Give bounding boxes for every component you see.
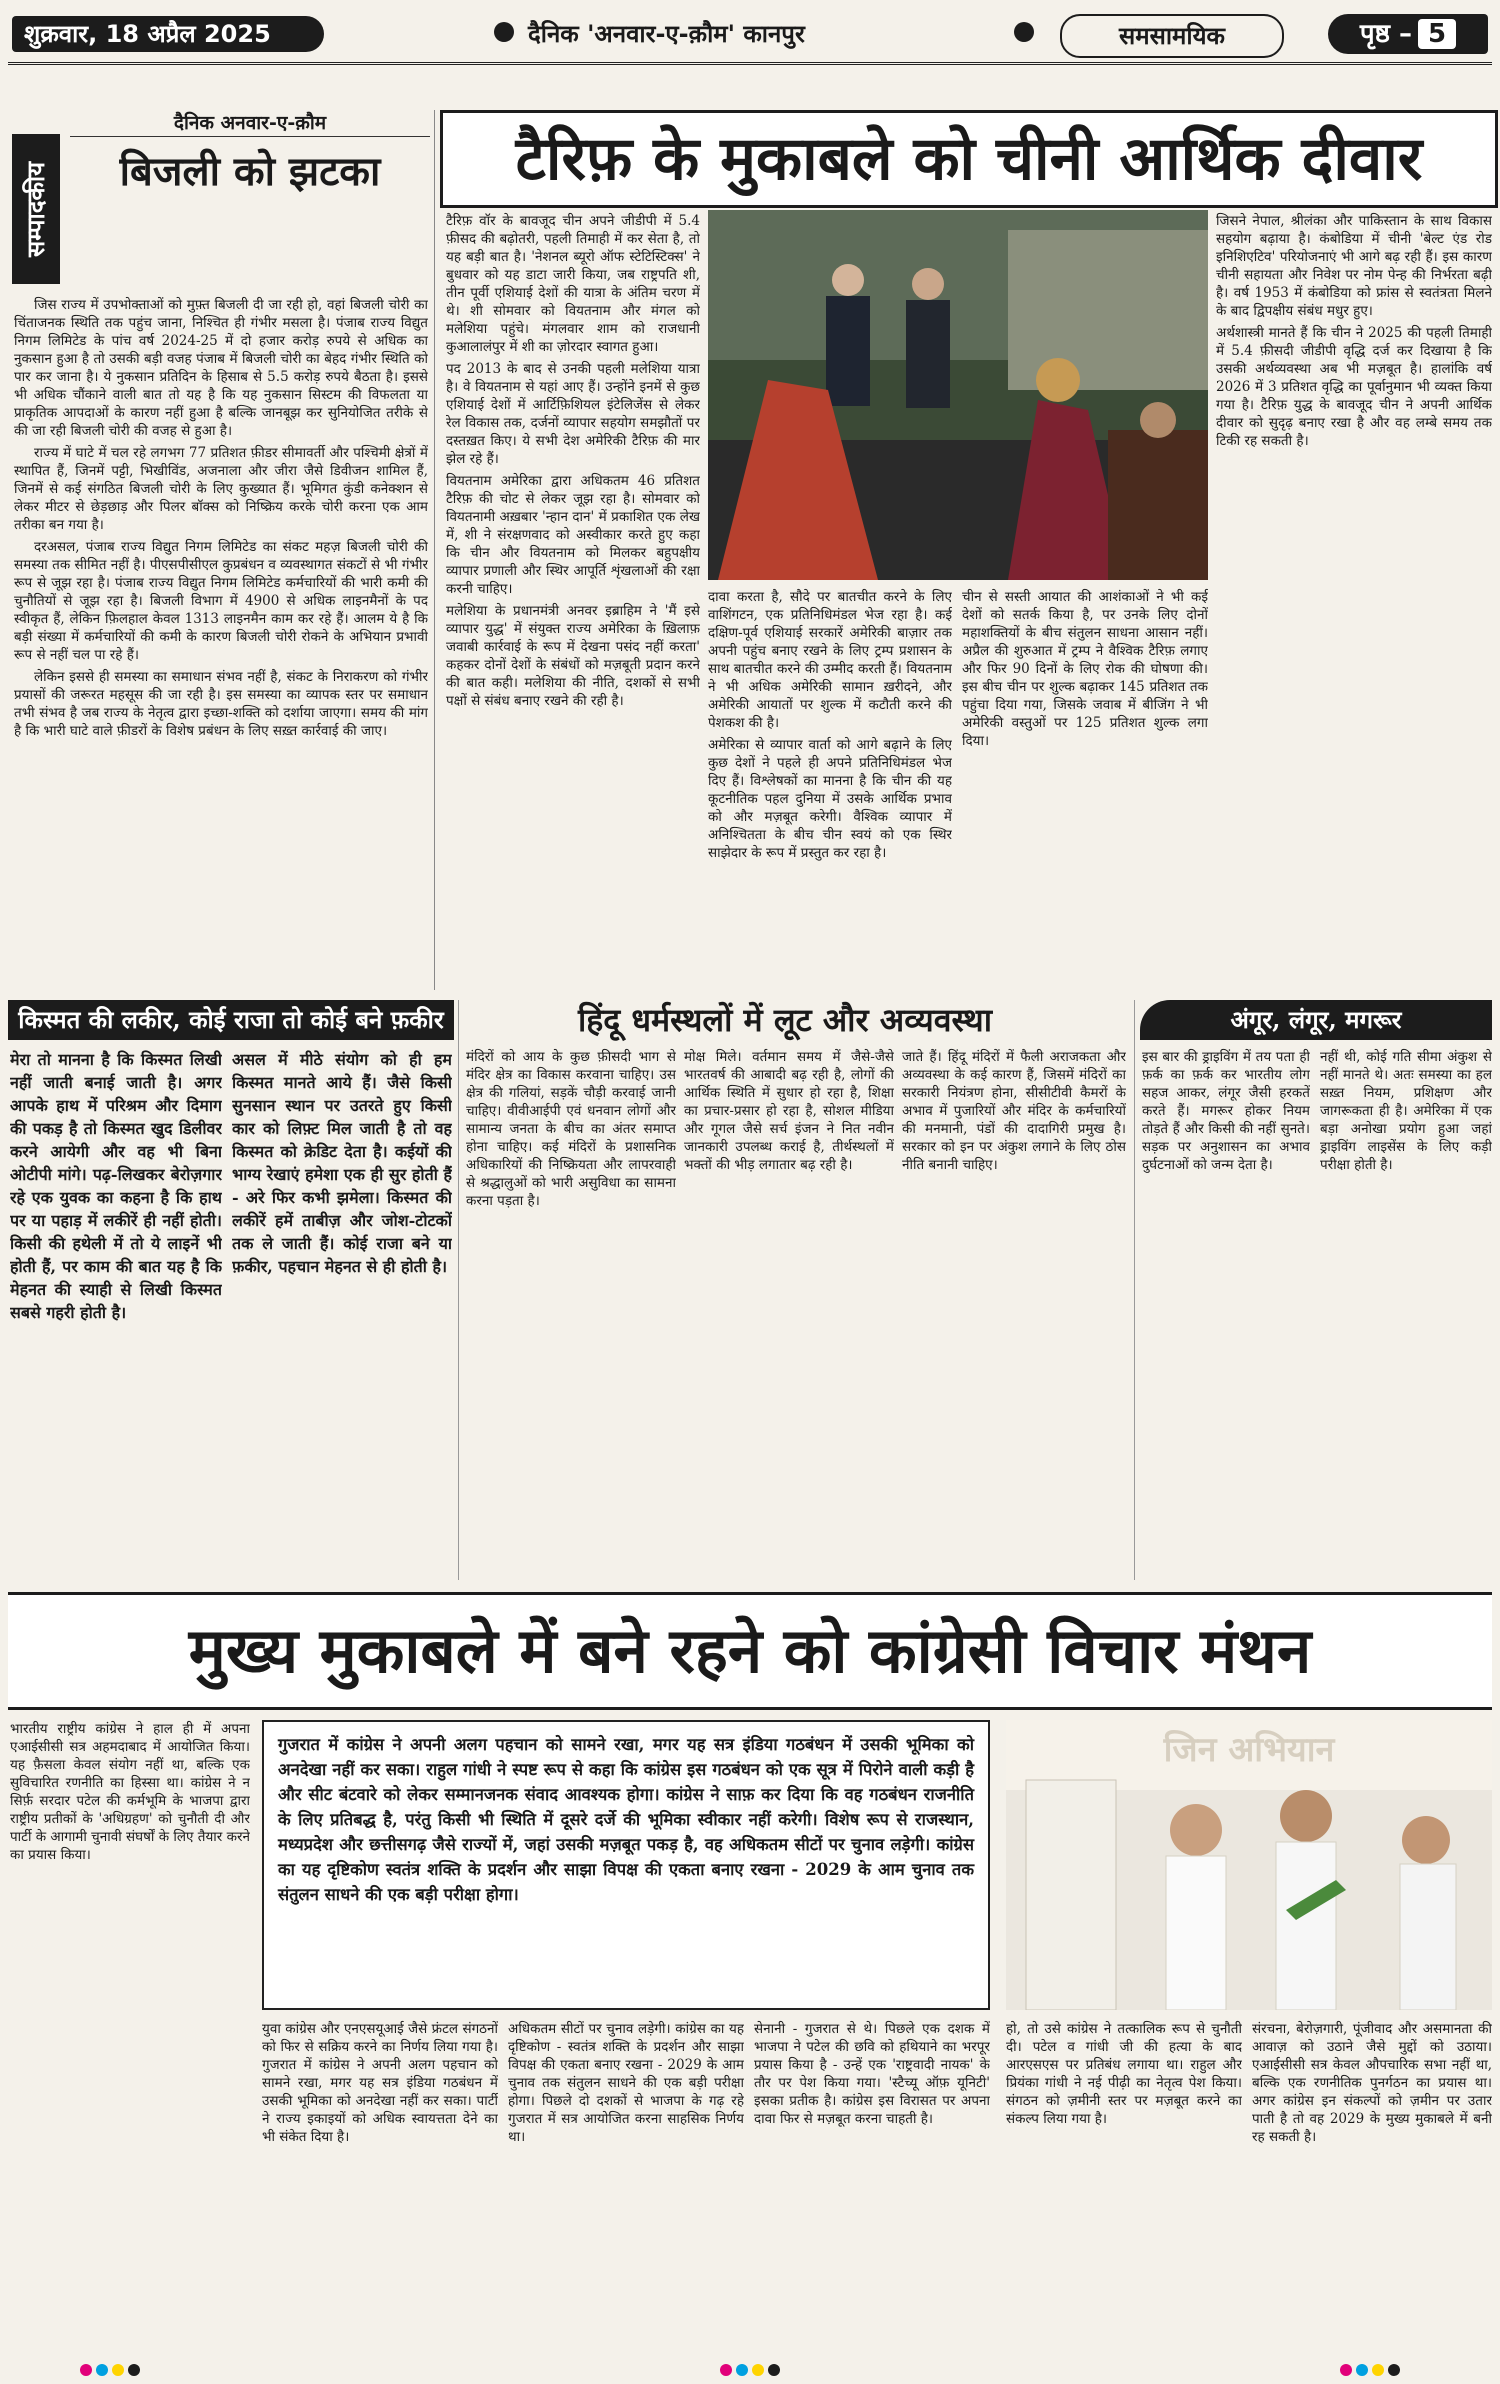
- registration-dot: [1372, 2364, 1384, 2376]
- registration-dot: [96, 2364, 108, 2376]
- lead-column-1: [446, 212, 700, 990]
- lead-column-4: [1216, 212, 1492, 990]
- editorial-body: [14, 296, 428, 986]
- lead-paragraph: चीन से सस्ती आयात की आशंकाओं ने भी कई देशों को सतर्क किया है, पर उनके लिए दोनों महाशक्तियों के बीच संतुलन साधना आसान नहीं। अप्रैल की शुरुआत में ट्रम्प ने वैश्विक टैरिफ़ लगाए और फिर 90 दिनों के लिए रोक की घोषणा की। इस बीच चीन पर शुल्क बढ़ाकर 145 प्रतिशत तक पहुंचा दिया गया, जिसके जवाब में बीजिंग ने भी अमेरिकी वस्तुओं पर 125 प्रतिशत शुल्क लगा दिया।: [962, 589, 1208, 749]
- hindu-column-1: [466, 1048, 676, 1578]
- lead-paragraph: पद 2013 के बाद से उनकी पहली मलेशिया यात्रा है। वे वियतनाम से यहां आए हैं। उन्होंने इनमें से कुछ एशियाई देशों में आर्टिफ़िशियल इंटेलिजेंस से लेकर रेल विकास तक, दर्जनों व्यापार सहयोग समझौतों पर दस्तख़त किए। ये सभी देश अमेरिकी टैरिफ़ की मार झेल रहे हैं।: [446, 361, 700, 467]
- congress-paragraph: सेनानी - गुजरात से थे। पिछले एक दशक में भाजपा ने पटेल की छवि को हथियाने का भरपूर प्रयास किया है - उन्हें एक 'राष्ट्रवादी नायक' के तौर पर पेश किया गया। 'स्टैच्यू ऑफ़ यूनिटी' इसका प्रतीक है। कांग्रेस इस विरासत पर अपना दावा फिर से मज़बूत करना चाहती है।: [754, 2021, 990, 2127]
- congress-paragraph: अधिकतम सीटों पर चुनाव लड़ेगी। कांग्रेस का यह दृष्टिकोण - स्वतंत्र शक्ति के प्रदर्शन और साझा विपक्ष की एकता बनाए रखना - 2029 के आम चुनाव तक संतुलन साधने की एक बड़ी परीक्षा होगा। पिछले दो दशकों से भाजपा के गढ़ रहे गुजरात में सत्र आयोजित करना साहसिक निर्णय था।: [508, 2021, 744, 2145]
- lead-photo: [708, 210, 1208, 580]
- kismat-paragraph: मेरा तो मानना है कि किस्मत लिखी नहीं जाती बनाई जाती है। अगर आपके हाथ में परिश्रम और दिमाग की पकड़ है तो किस्मत खुद डिलीवर करने आयेगी और वह भी बिना ओटीपी मांगे। पढ़-लिखकर बेरोज़गार रहे एक युवक का कहना है कि हाथ पर या पहाड़ में लकीरें ही नहीं होती। किसी की हथेली में तो ये लाइनें भी होती हैं, पर काम की बात यह है कि मेहनत की स्याही से लिखी किस्मत सबसे गहरी होती है।: [10, 1050, 222, 1322]
- lead-paragraph: टैरिफ़ वॉर के बावजूद चीन अपने जीडीपी में 5.4 फ़ीसद की बढ़ोतरी, पहली तिमाही में कर सेता है, तो यह बड़ी बात है। 'नेशनल ब्यूरो ऑफ स्टेटिस्टिक्स' ने बुधवार को यह डाटा जारी किया, जब राष्ट्रपति शी, तीन पूर्वी एशियाई देशों की यात्रा के अंतिम चरण में थे। शी सोमवार को वियतनाम और मंगल को मलेशिया पहुंचे। मंगलवार शाम को राजधानी कुआलालंपुर में शी का ज़ोरदार स्वागत हुआ।: [446, 213, 700, 355]
- photo-banner-text: जिन अभियान: [1163, 1730, 1335, 1770]
- congress-paragraph: युवा कांग्रेस और एनएसयूआई जैसे फ्रंटल संगठनों को फिर से सक्रिय करने का निर्णय लिया गया है। गुजरात में कांग्रेस ने अपनी अलग पहचान को सामने रखा, मगर यह सत्र इंडिया गठबंधन में उसकी भूमिका को अनदेखा नहीं कर सका। पार्टी ने राज्य इकाइयों को अधिक स्वायत्तता देने का भी संकेत दिया है।: [262, 2021, 498, 2145]
- issue-date: शुक्रवार, 18 अप्रैल 2025: [12, 16, 324, 52]
- bullet-icon: [1014, 22, 1034, 42]
- congress-highlight-box: गुजरात में कांग्रेस ने अपनी अलग पहचान को सामने रखा, मगर यह सत्र इंडिया गठबंधन में उसकी भूमिका को अनदेखा नहीं कर सका। राहुल गांधी ने स्पष्ट रूप से कहा कि कांग्रेस इस गठबंधन को एक सूत्र में पिरोने वाली कड़ी है और सीट बंटवारे को लेकर सम्मानजनक संवाद आवश्यक होगा। कांग्रेस ने साफ़ कर दिया कि वह गठबंधन राजनीति के लिए प्रतिबद्ध है, परंतु किसी भी स्थिति में दूसरे दर्जे की भूमिका स्वीकार नहीं करेगी। विशेष रूप से राजस्थान, मध्यप्रदेश और छत्तीसगढ़ जैसे राज्यों में, जहां उसकी मज़बूत पकड़ है, वह अधिकतम सीटों पर चुनाव लड़ेगी। कांग्रेस का यह दृष्टिकोण स्वतंत्र शक्ति के प्रदर्शन और साझा विपक्ष की एकता बनाए रखना - 2029 के आम चुनाव तक संतुलन साधने की एक बड़ी परीक्षा होगा।: [262, 1720, 990, 2010]
- registration-dot: [720, 2364, 732, 2376]
- bullet-icon: [494, 22, 514, 42]
- column-divider: [458, 1000, 459, 1580]
- paper-name: दैनिक 'अनवार-ए-क़ौम' कानपुर: [528, 20, 805, 48]
- kismat-paragraph: असल में मीठे संयोग को ही हम किस्मत मानते आये हैं। जैसे किसी सुनसान स्थान पर उतरते हुए किसी कार को लिफ़्ट मिल जाती है तो वह किस्मत को क्रेडिट देता है। कईयों की भाग्य रेखाएं हमेशा एक ही सुर होती हैं - अरे फिर कभी झमेला। किस्मत की लकीरें हमें ताबीज़ और जोश-टोटकों तक ले जाती हैं। कोई राजा बने या फ़कीर, पहचान मेहनत से ही होती है।: [232, 1050, 452, 1276]
- editorial-tab: सम्पादकीय: [12, 134, 60, 284]
- congress-photo: [1006, 1720, 1492, 2010]
- congress-column-5: [1006, 2020, 1242, 2356]
- lead-paragraph: अर्थशास्त्री मानते हैं कि चीन ने 2025 की पहली तिमाही में 5.4 फ़ीसदी जीडीपी वृद्धि दर्ज कर दिखाया है कि उसकी अर्थव्यवस्था अब भी मज़बूत है। हालांकि वर्ष 2026 में 3 प्रतिशत वृद्धि का पूर्वानुमान भी व्यक्त किया गया है। टैरिफ़ युद्ध के बावजूद चीन ने अपनी आर्थिक दीवार को सुदृढ़ बनाए रखा है और वह लम्बे समय तक टिकी रह सकती है।: [1216, 325, 1492, 449]
- registration-dot: [1388, 2364, 1400, 2376]
- hindu-column-2: [684, 1048, 894, 1578]
- congress-column-2: [262, 2020, 498, 2356]
- congress-paragraph: भारतीय राष्ट्रीय कांग्रेस ने हाल ही में अपना एआईसीसी सत्र अहमदाबाद में आयोजित किया। यह फ़ैसला केवल संयोग नहीं था, बल्कि एक सुविचारित रणनीति का हिस्सा था। कांग्रेस ने न सिर्फ़ सरदार पटेल की कर्मभूमि के भाजपा द्वारा राष्ट्रीय प्रतीकों के 'अधिग्रहण' को चुनौती दी और पार्टी के आगामी चुनावी संघर्षों के लिए तैयार करने का प्रयास किया।: [10, 1721, 250, 1863]
- congress-paragraph: संरचना, बेरोज़गारी, पूंजीवाद और असमानता की आवाज़ को उठाने जैसे मुद्दों को उठाया। एआईसीसी सत्र केवल औपचारिक सभा नहीं था, बल्कि एक रणनीतिक पुनर्गठन का प्रयास था। अगर कांग्रेस इन संकल्पों को ज़मीन पर उतार पाती है तो वह 2029 के मुख्य मुकाबले में बनी रह सकती है।: [1252, 2021, 1492, 2145]
- kismat-headline: किस्मत की लकीर, कोई राजा तो कोई बने फ़कीर: [8, 1000, 454, 1040]
- editorial-paragraph: लेकिन इससे ही समस्या का समाधान संभव नहीं है, संकट के निराकरण को गंभीर प्रयासों की जरूरत महसूस की जा रही है। इस समस्या का व्यापक स्तर पर समाधान तभी संभव है जब राज्य के नेतृत्व द्वारा इच्छा-शक्ति को दर्शाया जाएगा। समय की मांग है कि भारी घाटे वाले फ़ीडरों के विशेष प्रबंधन के लिए सख़्त कार्रवाई की जाए।: [14, 669, 428, 739]
- page-label: पृष्ठ –: [1359, 19, 1413, 49]
- registration-dot: [768, 2364, 780, 2376]
- registration-dot: [80, 2364, 92, 2376]
- editorial-title: बिजली को झटका: [119, 148, 381, 195]
- lead-paragraph: वियतनाम अमेरिका द्वारा अधिकतम 46 प्रतिशत टैरिफ़ की चोट से लेकर जूझ रहा है। सोमवार को वियतनामी अख़बार 'न्हान दान' में प्रकाशित एक लेख में, शी ने संरक्षणवाद को अस्वीकार करते हुए कहा कि चीन और वियतनाम को मिलकर बहुपक्षीय व्यापार प्रणाली और स्थिर आपूर्ति शृंखलाओं की रक्षा करनी चाहिए।: [446, 473, 700, 597]
- section-name: समसामयिक: [1060, 14, 1284, 58]
- editorial-paragraph: राज्य में घाटे में चल रहे लगभग 77 प्रतिशत फ़ीडर सीमावर्ती और पश्चिमी क्षेत्रों में स्थापित हैं, जिनमें पट्टी, भिखीविंड, अजनाला और जीरा जैसे डिवीजन शामिल हैं, जिनमें से कई संगठित बिजली चोरी के लिए कुख्यात हैं। भूमिगत कुंडी कनेक्शन से लेकर मीटर से छेड़छाड़ और पिलर बॉक्स को निष्क्रिय करके चोरी करना एक आम तरीका बन गया है।: [14, 445, 428, 533]
- congress-headline: मुख्य मुकाबले में बने रहने को कांग्रेसी विचार मंथन: [8, 1592, 1492, 1710]
- lead-photo-illustration: [708, 210, 1208, 580]
- editorial-masthead: दैनिक अनवार-ए-क़ौम: [70, 110, 430, 137]
- lead-headline: टैरिफ़ के मुकाबले को चीनी आर्थिक दीवार: [440, 110, 1498, 208]
- registration-marks: [80, 2364, 140, 2376]
- congress-column-3: [508, 2020, 744, 2356]
- lead-paragraph: अमेरिका से व्यापार वार्ता को आगे बढ़ाने के लिए कुछ देशों ने पहले ही अपने प्रतिनिधिमंडल भेज दिए हैं। विश्लेषकों का मानना है कि चीन की यह कूटनीतिक पहल दुनिया में उसके आर्थिक प्रभाव को और मज़बूत करेगी। वैश्विक व्यापार में अनिश्चितता के बीच चीन स्वयं को एक स्थिर साझेदार के रूप में प्रस्तुत कर रहा है।: [708, 737, 952, 861]
- angur-paragraph: नहीं थी, कोई गति सीमा अंकुश से नहीं मानते थे। अतः समस्या का हल सख़्त नियम, प्रशिक्षण और जागरूकता ही है। अमेरिका में एक बड़ा अनोखा प्रयोग हुआ जहां ड्राइविंग लाइसेंस के लिए कड़ी परीक्षा होती है।: [1320, 1049, 1492, 1173]
- congress-column-4: [754, 2020, 990, 2356]
- registration-dot: [752, 2364, 764, 2376]
- lead-paragraph: जिसने नेपाल, श्रीलंका और पाकिस्तान के साथ विकास सहयोग बढ़ाया है। कंबोडिया में चीनी 'बेल्ट एंड रोड इनिशिएटिव' परियोजनाएं भी आगे बढ़ रही हैं। इस कारण चीनी सहायता और निवेश पर नोम पेन्ह की निर्भरता बढ़ी है। वर्ष 1953 में कंबोडिया को फ्रांस से स्वतंत्रता मिलने के बाद द्विपक्षीय संबंध मधुर हुए।: [1216, 213, 1492, 319]
- congress-paragraph: हो, तो उसे कांग्रेस ने तत्कालिक रूप से चुनौती दी। पटेल व गांधी जी की हत्या के बाद आरएसएस पर प्रतिबंध लगाया था। राहुल और प्रियंका गांधी ने नई पीढ़ी का नेतृत्व पेश किया। संगठन को ज़मीनी स्तर पर मज़बूत करने का संकल्प लिया गया है।: [1006, 2021, 1242, 2127]
- column-divider: [1134, 1000, 1135, 1580]
- angur-headline: अंगूर, लंगूर, मगरूर: [1140, 1000, 1492, 1040]
- hindu-paragraph: जाते हैं। हिंदू मंदिरों में फैली अराजकता और अव्यवस्था के कई कारण हैं, जिसमें मंदिरों का सरकारी नियंत्रण होना, सीसीटीवी कैमरों के अभाव में पुजारियों और मंदिर के कर्मचारियों की मनमानी, पंडों की दादागिरी प्रमुख है। सरकार को इन पर अंकुश लगाने के लिए ठोस नीति बनानी चाहिए।: [902, 1049, 1126, 1173]
- lead-column-2: [708, 588, 952, 990]
- registration-dot: [1356, 2364, 1368, 2376]
- angur-column-2: [1320, 1048, 1492, 1578]
- editorial-paragraph: जिस राज्य में उपभोक्ताओं को मुफ़्त बिजली दी जा रही हो, वहां बिजली चोरी का चिंताजनक स्थिति तक पहुंच जाना, निश्चित ही गंभीर मसला है। पंजाब राज्य विद्युत निगम लिमिटेड के पांच वर्ष 2024-25 में दो हजार करोड़ रुपये से अधिक का नुकसान हुआ है तो उसकी बड़ी वजह पंजाब में बिजली चोरी का बेहद गंभीर स्थिति को पार कर जाना है। ये नुकसान प्रतिदिन के हिसाब से 5.5 करोड़ रुपये बैठता है। इससे भी अधिक चौंकाने वाली बात तो यह है कि यह नुकसान सिस्टम की विफलता या प्राकृतिक आपदाओं के कारण नहीं हुआ है बल्कि जानबूझ कर सुनियोजित तरीके से की जा रही बिजली चोरी की वजह से हुआ है।: [14, 297, 428, 439]
- registration-marks: [720, 2364, 780, 2376]
- registration-dot: [128, 2364, 140, 2376]
- hindu-paragraph: मोक्ष मिले। वर्तमान समय में जैसे-जैसे भारतवर्ष की आबादी बढ़ रही है, लोगों की आर्थिक स्थिति में सुधार हो रहा है, शिक्षा का प्रचार-प्रसार हो रहा है, सोशल मीडिया और गूगल जैसे सर्च इंजन ने नित नवीन जानकारी उपलब्ध कराई है, तीर्थस्थलों में भक्तों की भीड़ लगातार बढ़ रही है।: [684, 1049, 894, 1173]
- hindu-column-3: [902, 1048, 1126, 1578]
- kismat-column-1: [10, 1048, 222, 1578]
- page-number-badge: [1328, 14, 1488, 54]
- hindu-headline: हिंदू धर्मस्थलों में लूट और अव्यवस्था: [577, 1001, 993, 1039]
- registration-dot: [1340, 2364, 1352, 2376]
- congress-column-6: [1252, 2020, 1492, 2356]
- hindu-paragraph: मंदिरों को आय के कुछ फ़ीसदी भाग से मंदिर क्षेत्र का विकास करवाना चाहिए। उस क्षेत्र की गलियां, सड़कें चौड़ी करवाई जानी चाहिए। वीवीआईपी एवं धनवान लोगों और सामान्य जनता के बीच का अंतर समाप्त होना चाहिए। कई मंदिरों के प्रशासनिक अधिकारियों की निष्क्रियता और लापरवाही से श्रद्धालुओं को भारी असुविधा का सामना करना पड़ता है।: [466, 1049, 676, 1209]
- registration-marks: [1340, 2364, 1400, 2376]
- editorial-paragraph: दरअसल, पंजाब राज्य विद्युत निगम लिमिटेड का संकट महज़ बिजली चोरी की समस्या तक सीमित नहीं है। पीएसपीसीएल कुप्रबंधन व व्यवस्थागत संकटों से भी गंभीर रूप से जूझ रहा है। पंजाब राज्य विद्युत निगम लिमिटेड कर्मचारियों की भारी कमी की चुनौतियों से जूझ रहा है। बिजली विभाग में 4900 से अधिक लाइनमैनों के पद स्वीकृत हैं, लेकिन फ़िलहाल केवल 1313 लाइनमैन काम कर रहे हैं। आलम ये है कि बड़ी संख्या में कर्मचारियों की कमी के कारण बिजली चोरी रोकने के अभियान प्रभावी रूप से नहीं चल पा रहे हैं।: [14, 539, 428, 663]
- angur-column-1: [1142, 1048, 1310, 1578]
- kismat-column-2: [232, 1048, 452, 1578]
- lead-paragraph: मलेशिया के प्रधानमंत्री अनवर इब्राहिम ने 'मैं इसे व्यापार युद्ध' में संयुक्त राज्य अमेरिका के ख़िलाफ़ जवाबी कार्रवाई के रूप में देखना पसंद नहीं करता' कहकर दोनों देशों के संबंधों को मज़बूती प्रदान करने की बात कही। मलेशिया की नीति, दशकों से सभी पक्षों से संबंध बनाए रखने की रही है।: [446, 603, 700, 709]
- page-number: 5: [1418, 19, 1456, 49]
- editorial-column: [8, 110, 435, 990]
- registration-dot: [112, 2364, 124, 2376]
- registration-dot: [736, 2364, 748, 2376]
- lead-column-3: [962, 588, 1208, 990]
- congress-column-1: [10, 1720, 250, 2356]
- angur-paragraph: इस बार की ड्राइविंग में तय पता ही फ़र्क का फ़र्क कर भारतीय लोग सहज आकर, लंगूर जैसी हरकतें करते हैं। मगरूर होकर नियम तोड़ते हैं और किसी की नहीं सुनते। सड़क पर अनुशासन का अभाव दुर्घटनाओं को जन्म देता है।: [1142, 1049, 1310, 1173]
- lead-paragraph: दावा करता है, सौदे पर बातचीत करने के लिए वाशिंगटन, एक प्रतिनिधिमंडल भेज रहा है। कई दक्षिण-पूर्व एशियाई सरकारें अमेरिकी बाज़ार तक अपनी पहुंच बनाए रखने के लिए ट्रम्प प्रशासन के साथ बातचीत करने की उम्मीद करती हैं। वियतनाम ने भी अधिक अमेरिकी सामान ख़रीदने, और अमेरिकी आयातों पर शुल्क में कटौती करने की पेशकश की है।: [708, 589, 952, 731]
- page-header: [8, 8, 1492, 65]
